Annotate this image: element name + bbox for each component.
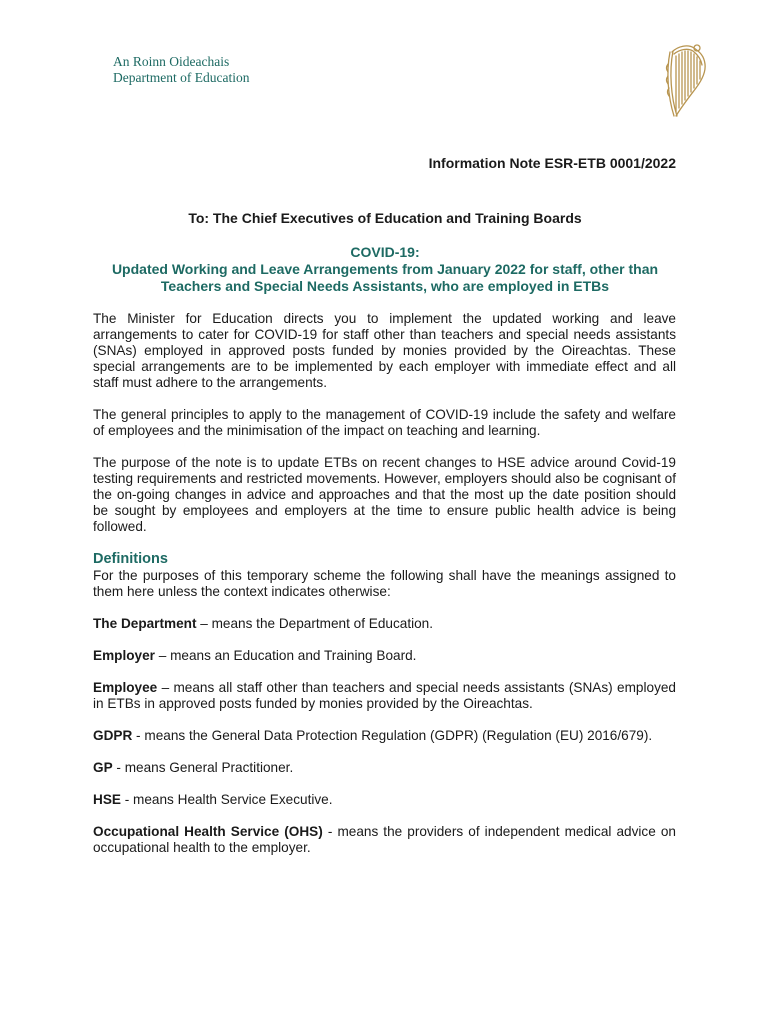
information-note-reference: Information Note ESR-ETB 0001/2022 — [428, 155, 676, 171]
definition-text: means the providers of independent medical advice on occupational health to the employer. — [93, 824, 676, 855]
definition-item — [93, 616, 676, 632]
definition-item — [93, 792, 676, 808]
definition-separator: - — [132, 728, 145, 743]
definition-separator: – — [154, 648, 171, 663]
definition-term: Occupational Health Service (OHS) — [93, 824, 323, 839]
definition-item — [93, 648, 676, 664]
addressee-line: To: The Chief Executives of Education and Training Boards — [188, 210, 582, 226]
definition-separator: - — [120, 792, 134, 807]
definition-separator: – — [157, 680, 174, 695]
definition-term: GDPR — [93, 728, 133, 743]
document-title — [92, 244, 678, 295]
definitions-heading: Definitions — [93, 551, 168, 567]
definition-text: means an Education and Training Board. — [170, 648, 417, 663]
definition-text: means Health Service Executive. — [133, 792, 333, 807]
definition-term: Employer — [93, 648, 155, 663]
definition-item — [93, 728, 676, 744]
definition-separator: - — [322, 824, 338, 839]
definition-term: HSE — [93, 792, 121, 807]
definition-term: GP — [93, 760, 113, 775]
definition-separator: – — [196, 616, 212, 631]
principles-paragraph: The general principles to apply to the management of COVID-19 include the safety and welfare of employees and the minimisation of the impact on teaching and learning. — [93, 407, 676, 438]
definition-item — [93, 760, 676, 776]
definition-term: Employee — [93, 680, 158, 695]
title-line-1: COVID-19: — [350, 244, 420, 260]
definition-term: The Department — [93, 616, 197, 631]
definitions-intro: For the purposes of this temporary scheme the following shall have the meanings assigned to them here unless the context indicates otherwise: — [93, 568, 676, 599]
definition-text: means the Department of Education. — [211, 616, 434, 631]
definition-separator: - — [112, 760, 125, 775]
department-name-english: Department of Education — [113, 70, 250, 85]
title-line-2: Updated Working and Leave Arrangements from January 2022 for staff, other than Teachers and Special Needs Assistants, who are employed in ETBs — [111, 261, 659, 294]
department-logo-text — [113, 54, 249, 86]
intro-paragraph: The Minister for Education directs you to implement the updated working and leave arrangements to cater for COVID-19 for staff other than teachers and special needs assistants (SNAs) employed in approved posts funded by monies provided by the Oireachtas. These special arrangements are to be implemented by each employer with immediate effect and all staff must adhere to the arrangements. — [93, 311, 676, 390]
definition-item — [93, 824, 676, 856]
harp-icon — [664, 42, 708, 120]
definition-text: means all staff other than teachers and special needs assistants (SNAs) employed in ETBs in approved posts funded by monies provided by the Oireachtas. — [93, 680, 676, 711]
purpose-paragraph: The purpose of the note is to update ETBs on recent changes to HSE advice around Covid-19 testing requirements and restricted movements. However, employers should also be cognisant of the on-going changes in advice and approaches and that the most up the date position should be sought by employees and employers at the time to ensure public health advice is being followed. — [93, 455, 676, 534]
department-name-irish: An Roinn Oideachais — [113, 54, 230, 69]
definition-item — [93, 680, 676, 712]
definition-text: means General Practitioner. — [124, 760, 294, 775]
document-body — [93, 311, 676, 872]
definition-text: means the General Data Protection Regulation (GDPR) (Regulation (EU) 2016/679). — [144, 728, 653, 743]
